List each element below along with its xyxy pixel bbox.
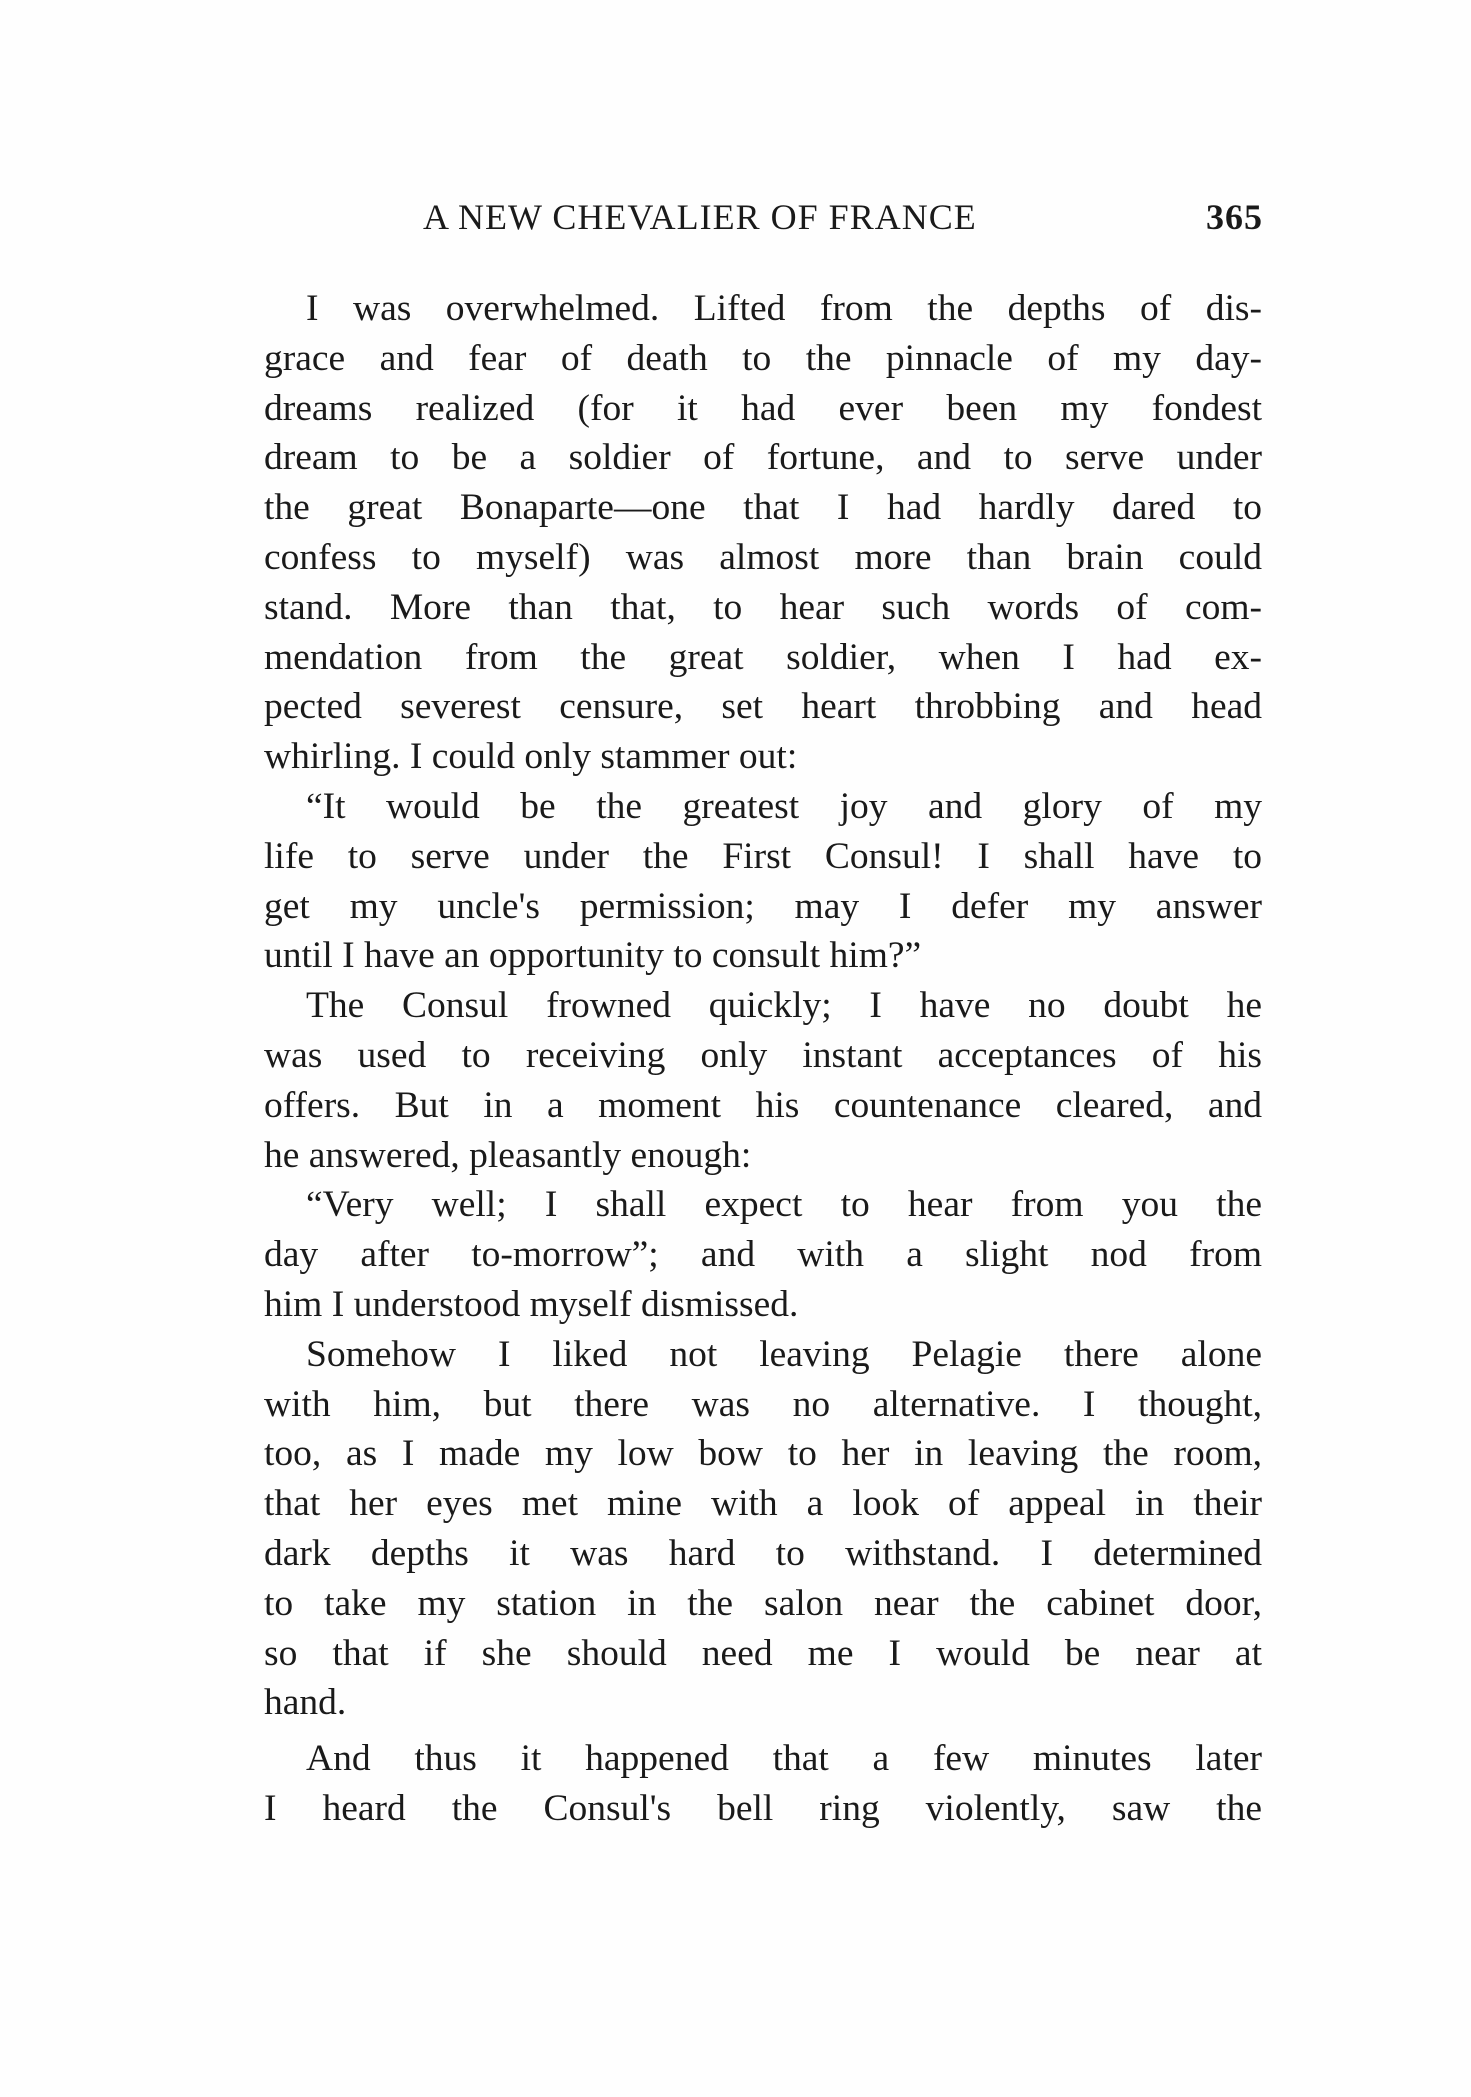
text-line: him I understood myself dismissed. xyxy=(264,1283,799,1325)
text-line: the great Bonaparte—one that I had hardly dared to xyxy=(264,487,1262,529)
text-line: dreams realized (for it had ever been my fondest xyxy=(264,387,1262,429)
text-line: mendation from the great soldier, when I had ex- xyxy=(264,636,1262,678)
text-line: The Consul frowned quickly; I have no doubt he xyxy=(306,985,1262,1027)
text-line: that her eyes met mine with a look of appeal in their xyxy=(264,1483,1262,1525)
text-line: to take my station in the salon near the cabinet door, xyxy=(264,1582,1262,1624)
text-line: offers. But in a moment his countenance cleared, and xyxy=(264,1084,1262,1126)
text-line: whirling. I could only stammer out: xyxy=(264,736,798,778)
text-line: so that if she should need me I would be near at xyxy=(264,1632,1262,1674)
text-line: And thus it happened that a few minutes later xyxy=(306,1738,1262,1780)
text-line: too, as I made my low bow to her in leaving the room, xyxy=(264,1433,1262,1475)
paragraph xyxy=(264,1734,1262,1834)
text-line: dream to be a soldier of fortune, and to serve under xyxy=(264,437,1262,479)
paragraph xyxy=(264,284,1262,782)
text-line: grace and fear of death to the pinnacle of my day- xyxy=(264,337,1262,379)
text-line: stand. More than that, to hear such words of com- xyxy=(264,586,1262,628)
text-line: until I have an opportunity to consult him?” xyxy=(264,935,922,977)
text-line: was used to receiving only instant acceptances of his xyxy=(264,1034,1262,1076)
text-line: life to serve under the First Consul! I shall have to xyxy=(264,835,1262,877)
text-line: pected severest censure, set heart throbbing and head xyxy=(264,686,1262,728)
paragraph xyxy=(264,782,1262,981)
text-line: get my uncle's permission; may I defer my answer xyxy=(264,885,1262,927)
running-head xyxy=(258,196,1263,240)
page-number: 365 xyxy=(1206,197,1263,237)
text-line: “Very well; I shall expect to hear from you the xyxy=(306,1184,1262,1226)
paragraph xyxy=(264,1180,1262,1329)
text-line: he answered, pleasantly enough: xyxy=(264,1134,752,1176)
text-line: Somehow I liked not leaving Pelagie there alone xyxy=(306,1333,1262,1375)
text-line: with him, but there was no alternative. I thought, xyxy=(264,1383,1262,1425)
text-line: I was overwhelmed. Lifted from the depths of dis- xyxy=(306,288,1262,329)
paragraph xyxy=(264,981,1262,1180)
text-line: I heard the Consul's bell ring violently, saw the xyxy=(264,1787,1262,1829)
text-line: “It would be the greatest joy and glory of my xyxy=(306,785,1262,827)
text-line: day after to-morrow”; and with a slight nod from xyxy=(264,1234,1262,1276)
text-line: dark depths it was hard to withstand. I determined xyxy=(264,1532,1262,1574)
body-text xyxy=(264,284,1262,1834)
running-title: A NEW CHEVALIER OF FRANCE xyxy=(423,197,977,237)
paragraph xyxy=(264,1330,1262,1728)
text-line: hand. xyxy=(264,1682,347,1724)
text-line: confess to myself) was almost more than brain could xyxy=(264,536,1262,578)
